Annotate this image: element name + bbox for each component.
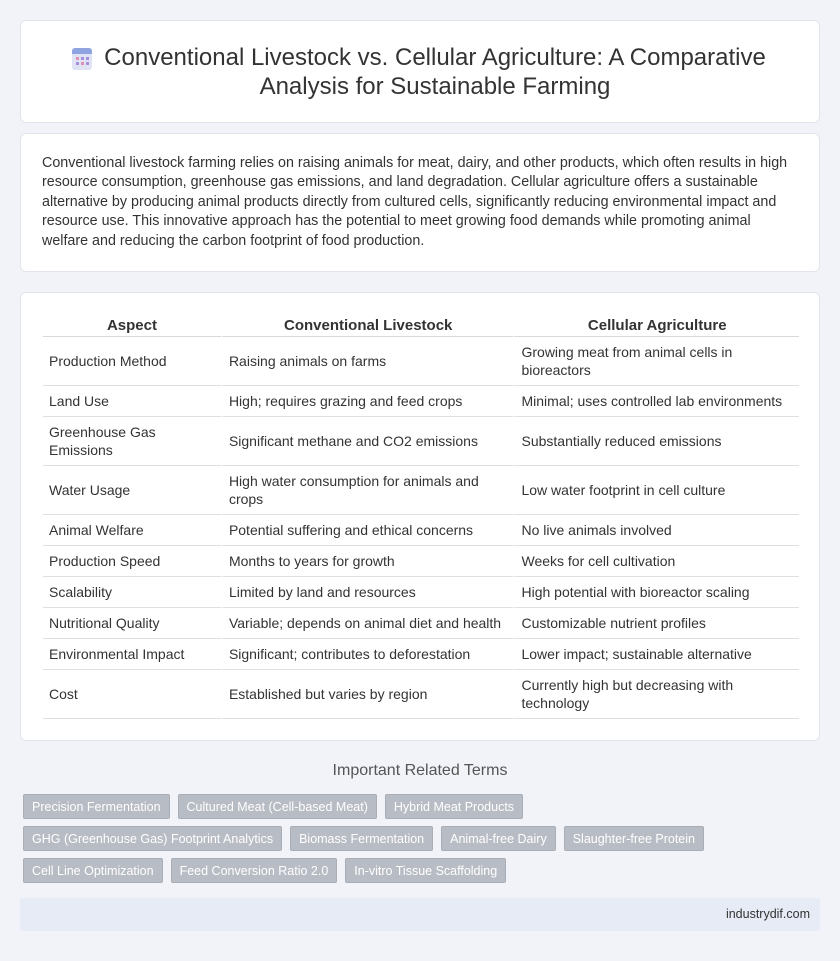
cell-cellular: Low water footprint in cell culture <box>513 466 799 515</box>
table-row <box>43 546 799 577</box>
cell-cellular: No live animals involved <box>513 515 799 546</box>
cell-conventional: Potential suffering and ethical concerns <box>221 515 514 546</box>
intro-paragraph: Conventional livestock farming relies on raising animals for meat, dairy, and other products, which often results in high resource consumption, greenhouse gas emissions, and land degradation. Cellular agriculture offers a sustainable alternative by producing animal products directly from cultured cells, significantly reducing environmental impact and resource use. This innovative approach has the potential to meet growing food demands while promoting animal welfare and reducing the carbon footprint of food production. <box>42 155 788 249</box>
cell-aspect: Production Speed <box>43 546 221 577</box>
cell-conventional: Variable; depends on animal diet and health <box>221 608 514 639</box>
cell-conventional: Significant methane and CO2 emissions <box>221 417 514 466</box>
header-conventional: Conventional Livestock <box>221 315 514 337</box>
table-header-row <box>43 315 799 337</box>
table-row <box>43 608 799 639</box>
table-row <box>43 417 799 466</box>
cell-conventional: Months to years for growth <box>221 546 514 577</box>
tag-precision-fermentation[interactable]: Precision Fermentation <box>23 794 170 819</box>
tag-hybrid-meat-products[interactable]: Hybrid Meat Products <box>385 794 523 819</box>
table-row <box>43 386 799 417</box>
cell-aspect: Water Usage <box>43 466 221 515</box>
tag-cultured-meat[interactable]: Cultured Meat (Cell-based Meat) <box>178 794 377 819</box>
cell-aspect: Production Method <box>43 337 221 386</box>
cell-aspect: Environmental Impact <box>43 639 221 670</box>
table-row <box>43 670 799 719</box>
table-row <box>43 466 799 515</box>
cell-aspect: Cost <box>43 670 221 719</box>
cell-conventional: High; requires grazing and feed crops <box>221 386 514 417</box>
cell-cellular: Growing meat from animal cells in bioreactors <box>513 337 799 386</box>
tag-slaughter-free-protein[interactable]: Slaughter-free Protein <box>564 826 704 851</box>
tag-biomass-fermentation[interactable]: Biomass Fermentation <box>290 826 433 851</box>
table-row <box>43 515 799 546</box>
table-row <box>43 577 799 608</box>
page-title: Conventional Livestock vs. Cellular Agriculture: A Comparative Analysis for Sustainable Farming <box>104 44 766 100</box>
cell-conventional: High water consumption for animals and crops <box>221 466 514 515</box>
cell-aspect: Animal Welfare <box>43 515 221 546</box>
cell-cellular: Currently high but decreasing with technology <box>513 670 799 719</box>
related-terms-tags <box>23 794 783 890</box>
tag-feed-conversion-ratio[interactable]: Feed Conversion Ratio 2.0 <box>171 858 338 883</box>
table-row <box>43 337 799 386</box>
cell-aspect: Scalability <box>43 577 221 608</box>
cell-cellular: Lower impact; sustainable alternative <box>513 639 799 670</box>
footer-site[interactable]: industrydif.com <box>725 907 810 921</box>
footer <box>20 898 820 931</box>
cell-aspect: Greenhouse Gas Emissions <box>43 417 221 466</box>
cell-conventional: Established but varies by region <box>221 670 514 719</box>
cell-cellular: Minimal; uses controlled lab environments <box>513 386 799 417</box>
cell-cellular: Customizable nutrient profiles <box>513 608 799 639</box>
tag-in-vitro-tissue-scaffolding[interactable]: In-vitro Tissue Scaffolding <box>345 858 506 883</box>
comparison-table-card <box>20 292 820 741</box>
tag-ghg-footprint-analytics[interactable]: GHG (Greenhouse Gas) Footprint Analytics <box>23 826 282 851</box>
comparison-table <box>43 315 799 719</box>
tag-cell-line-optimization[interactable]: Cell Line Optimization <box>23 858 163 883</box>
header-card <box>20 20 820 123</box>
cell-cellular: High potential with bioreactor scaling <box>513 577 799 608</box>
cell-conventional: Limited by land and resources <box>221 577 514 608</box>
tag-animal-free-dairy[interactable]: Animal-free Dairy <box>441 826 556 851</box>
cell-aspect: Land Use <box>43 386 221 417</box>
intro-card <box>20 133 820 272</box>
cell-cellular: Weeks for cell cultivation <box>513 546 799 577</box>
cell-cellular: Substantially reduced emissions <box>513 417 799 466</box>
table-row <box>43 639 799 670</box>
cell-conventional: Significant; contributes to deforestation <box>221 639 514 670</box>
header-cellular: Cellular Agriculture <box>513 315 799 337</box>
header-aspect: Aspect <box>43 315 221 337</box>
cell-conventional: Raising animals on farms <box>221 337 514 386</box>
cell-aspect: Nutritional Quality <box>43 608 221 639</box>
related-terms-title: Important Related Terms <box>332 762 508 779</box>
